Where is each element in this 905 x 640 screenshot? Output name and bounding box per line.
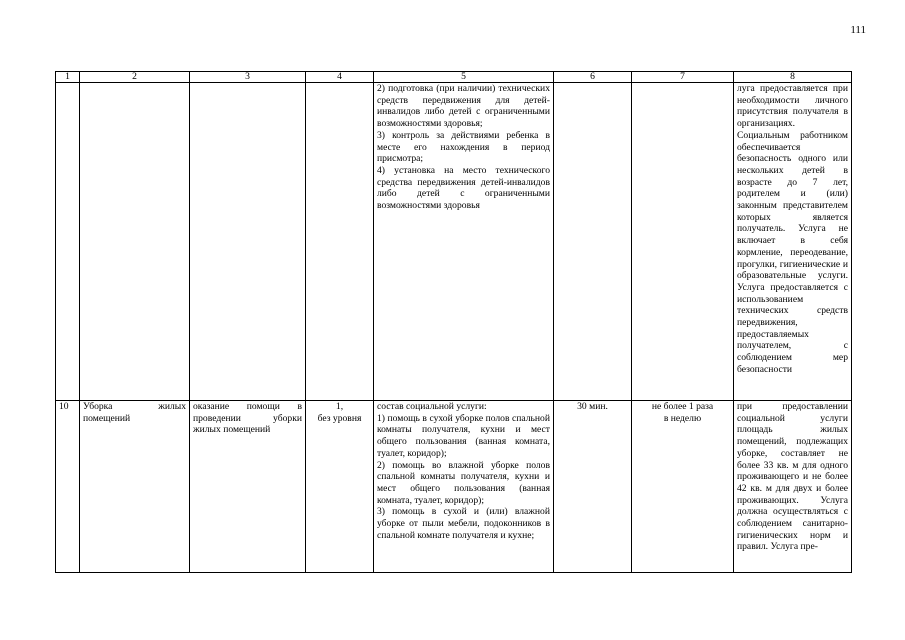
cell-frequency [632, 401, 734, 573]
column-number-5: 5 [374, 72, 554, 83]
cell-conditions: луга предоставляется при необходимости личного присутствия получателя в организациях. Социальным работником обеспечивается безопасность одного или нескольких детей в возрасте до 7 лет, родителем и (или) законным представителем которых является получатель. Услуга не включает в себя кормление, переодевание, прогулки, гигиенические и образовательные услуги. Услуга предоставляется с использованием технических средств передвижения, предоставляемых получателем, с соблюдением мер безопасности [734, 83, 852, 401]
cell-service-content: 2) подготовка (при наличии) технических средств передвижения для детей-инвалидов либо детей с ограниченными возможностями здоровья; 3) контроль за действиями ребенка в месте его нахождения в период присмотра; 4) установка на место технического средства передвижения детей-инвалидов либо детей с ограниченными возможностями здоровья [374, 83, 554, 401]
level-line-1: 1, [335, 401, 344, 412]
cell-service-description: оказание помощи в проведении уборки жилых помещений [190, 401, 306, 573]
services-table [55, 71, 852, 573]
cell-conditions: при предоставлении социальной услуги площадь жилых помещений, подлежащих уборке, составляет не более 33 кв. м для одного проживающего и не более 42 кв. м для двух и более проживающих. Услуга должна осуществляться с соблюдением санитарно-гигиенических норм и правил. Услуга пре- [734, 401, 852, 573]
level-line-2: без уровня [317, 412, 362, 424]
cell-duration: 30 мин. [554, 401, 632, 573]
column-number-2: 2 [80, 72, 190, 83]
table-row [56, 401, 852, 573]
column-number-1: 1 [56, 72, 80, 83]
table-row [56, 83, 852, 401]
cell-service-name: Уборка жилых помещений [80, 401, 190, 573]
column-number-6: 6 [554, 72, 632, 83]
column-number-4: 4 [306, 72, 374, 83]
column-number-8: 8 [734, 72, 852, 83]
frequency-line-2: в неделю [663, 412, 702, 424]
cell-service-level [306, 401, 374, 573]
cell-service-name [80, 83, 190, 401]
cell-frequency [632, 83, 734, 401]
column-number-header-row [56, 72, 852, 83]
cell-service-description [190, 83, 306, 401]
column-number-3: 3 [190, 72, 306, 83]
cell-number [56, 83, 80, 401]
cell-service-level [306, 83, 374, 401]
cell-duration [554, 83, 632, 401]
page-number: 111 [850, 24, 866, 36]
frequency-line-1: не более 1 раза [651, 401, 714, 412]
cell-service-content: состав социальной услуги: 1) помощь в сухой уборке полов спальной комнаты получателя, кухни и мест общего пользования (ванная комната, туалет, коридор); 2) помощь во влажной уборке полов спальной комнаты получателя, кухни и мест общего пользования (ванная комната, туалет, коридор); 3) помощь в сухой и (или) влажной уборке от пыли мебели, подоконников в спальной комнате получателя и кухне; [374, 401, 554, 573]
column-number-7: 7 [632, 72, 734, 83]
cell-number: 10 [56, 401, 80, 573]
